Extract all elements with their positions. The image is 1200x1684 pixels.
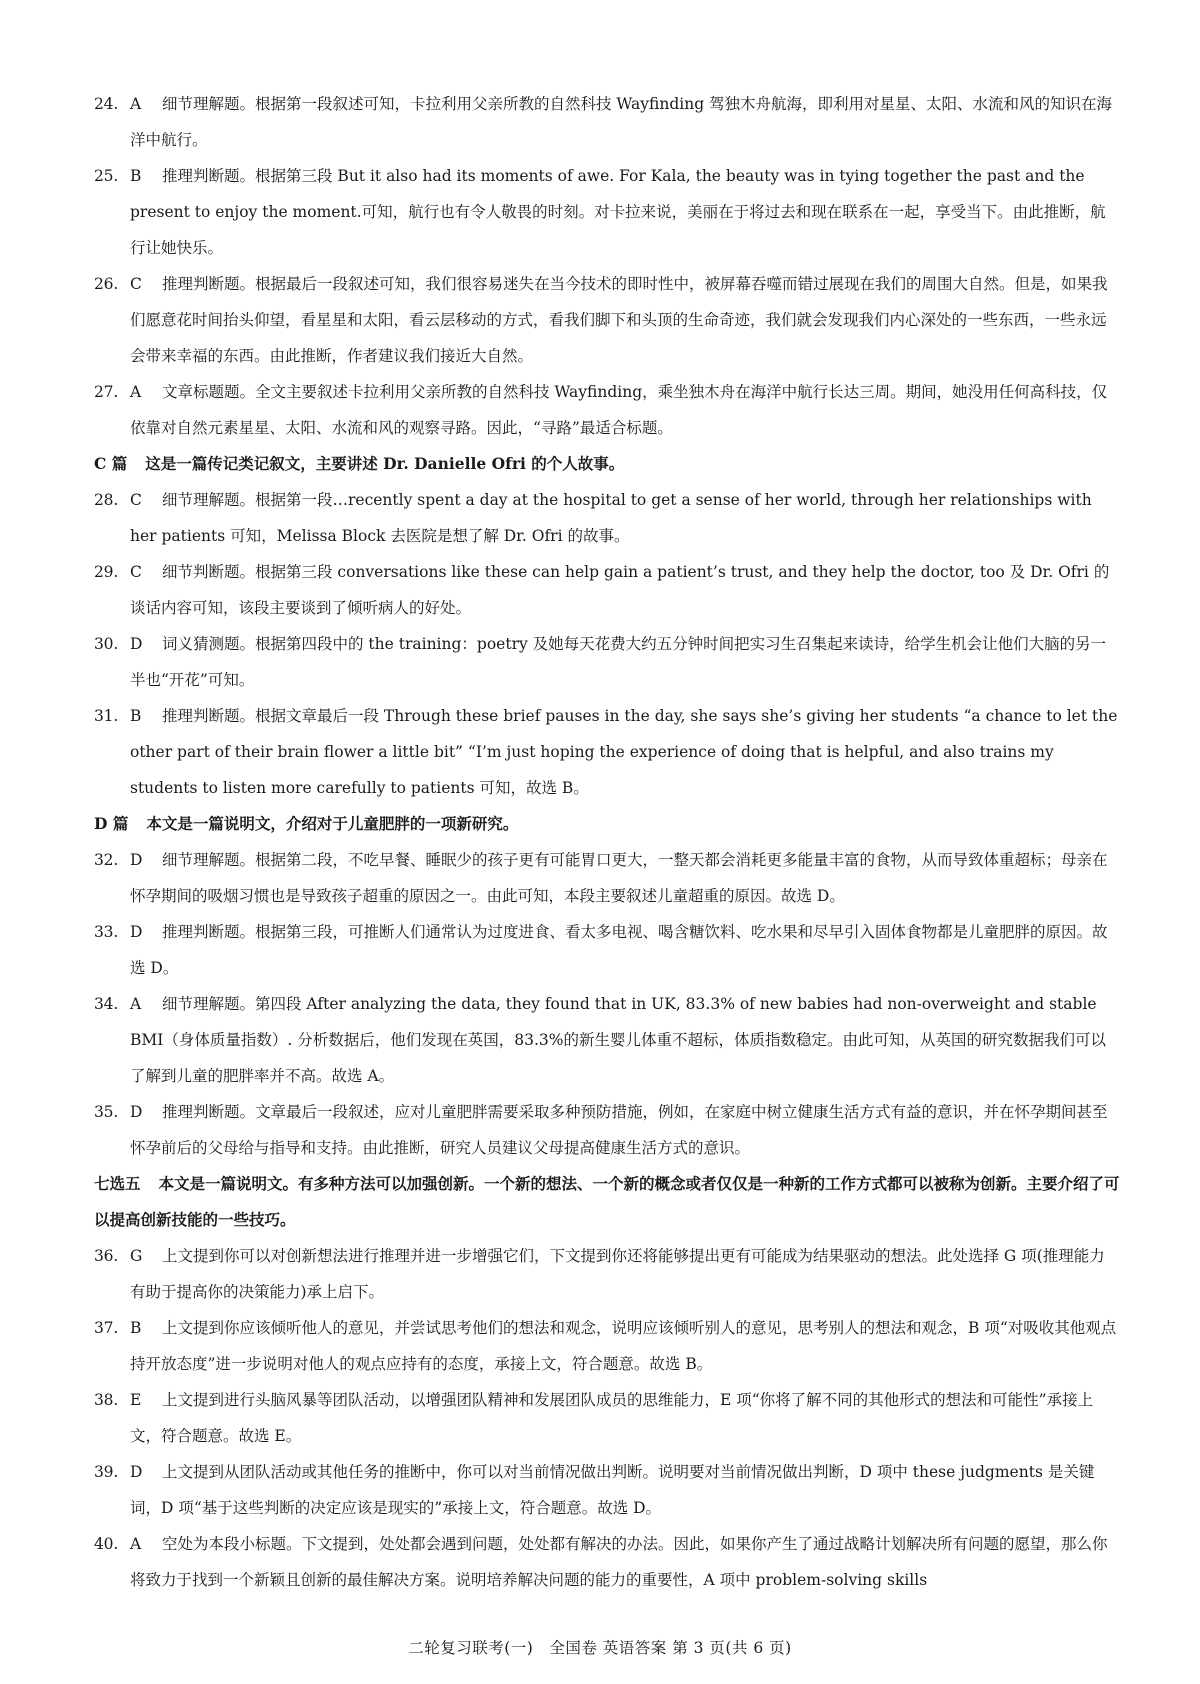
answer-item-29 <box>94 554 1120 626</box>
answer-item-28 <box>94 482 1120 554</box>
answer-letter: C <box>130 563 142 581</box>
section-heading-seven-choose-five <box>94 1166 1120 1238</box>
question-number: 39. <box>94 1463 119 1481</box>
answer-item-31 <box>94 698 1120 806</box>
explanation-text: 推理判断题。根据第三段 But it also had its moments of awe. For Kala, the beauty was in tying together the past and the present to enjoy the moment.可知，航行也有令人敬畏的时刻。对卡拉来说，美丽在于将过去和现在联系在一起，享受当下。由此推断，航行让她快乐。 <box>130 167 1106 257</box>
question-number: 28. <box>94 491 119 509</box>
answer-item-25 <box>94 158 1120 266</box>
explanation-text: 推理判断题。根据文章最后一段 Through these brief pauses in the day, she says she’s giving her students “a chance to let the other part of their brain flower a little bit” “I’m just hoping the experience of doing that is helpful, and also trains my students to listen more carefully to patients 可知，故选 B。 <box>130 707 1118 797</box>
answer-letter: D <box>130 851 143 869</box>
section-summary: 这是一篇传记类记叙文，主要讲述 Dr. Danielle Ofri 的个人故事。 <box>145 454 625 473</box>
answer-item-26 <box>94 266 1120 374</box>
explanation-text: 细节判断题。根据第三段 conversations like these can help gain a patient’s trust, and they help the doctor, too 及 Dr. Ofri 的谈话内容可知，该段主要谈到了倾听病人的好处。 <box>130 563 1110 617</box>
answer-item-30 <box>94 626 1120 698</box>
answer-letter: D <box>130 1463 143 1481</box>
answer-item-33 <box>94 914 1120 986</box>
explanation-text: 细节理解题。根据第一段叙述可知，卡拉利用父亲所教的自然科技 Wayfinding 驾独木舟航海，即利用对星星、太阳、水流和风的知识在海洋中航行。 <box>130 95 1113 149</box>
explanation-text: 上文提到进行头脑风暴等团队活动，以增强团队精神和发展团队成员的思维能力，E 项“你将了解不同的其他形式的想法和可能性”承接上文，符合题意。故选 E。 <box>130 1391 1094 1445</box>
answer-item-38 <box>94 1382 1120 1454</box>
answer-letter: C <box>130 491 142 509</box>
answer-item-35 <box>94 1094 1120 1166</box>
answer-letter: B <box>130 1319 142 1337</box>
answer-letter: D <box>130 1103 143 1121</box>
question-number: 29. <box>94 563 119 581</box>
answer-letter: A <box>130 95 142 113</box>
answer-letter: C <box>130 275 142 293</box>
explanation-text: 文章标题题。全文主要叙述卡拉利用父亲所教的自然科技 Wayfinding，乘坐独木舟在海洋中航行长达三周。期间，她没用任何高科技，仅依靠对自然元素星星、太阳、水流和风的观察寻路。因此，“寻路”最适合标题。 <box>130 383 1108 437</box>
section-heading-c <box>94 446 1120 482</box>
question-number: 34. <box>94 995 119 1013</box>
question-number: 36. <box>94 1247 119 1265</box>
answer-letter: D <box>130 635 143 653</box>
answer-item-32 <box>94 842 1120 914</box>
answer-item-34 <box>94 986 1120 1094</box>
answer-item-27 <box>94 374 1120 446</box>
answer-letter: B <box>130 707 142 725</box>
explanation-text: 推理判断题。根据第三段，可推断人们通常认为过度进食、看太多电视、喝含糖饮料、吃水果和尽早引入固体食物都是儿童肥胖的原因。故选 D。 <box>130 923 1108 977</box>
question-number: 40. <box>94 1535 119 1553</box>
explanation-text: 细节理解题。第四段 After analyzing the data, they found that in UK, 83.3% of new babies had non-overweight and stable BMI（身体质量指数）. 分析数据后，他们发现在英国，83.3%的新生婴儿体重不超标，体质指数稳定。由此可知，从英国的研究数据我们可以了解到儿童的肥胖率并不高。故选 A。 <box>130 995 1106 1085</box>
question-number: 24. <box>94 95 119 113</box>
answer-item-39 <box>94 1454 1120 1526</box>
explanation-text: 上文提到你应该倾听他人的意见，并尝试思考他们的想法和观念，说明应该倾听别人的意见，思考别人的想法和观念，B 项“对吸收其他观点持开放态度”进一步说明对他人的观点应持有的态度，承接上文，符合题意。故选 B。 <box>130 1319 1117 1373</box>
section-summary: 本文是一篇说明文。有多种方法可以加强创新。一个新的想法、一个新的概念或者仅仅是一种新的工作方式都可以被称为创新。主要介绍了可以提高创新技能的一些技巧。 <box>94 1174 1120 1229</box>
question-number: 30. <box>94 635 119 653</box>
question-number: 38. <box>94 1391 119 1409</box>
explanation-text: 推理判断题。根据最后一段叙述可知，我们很容易迷失在当今技术的即时性中，被屏幕吞噬而错过展现在我们的周围大自然。但是，如果我们愿意花时间抬头仰望，看星星和太阳，看云层移动的方式，看我们脚下和头顶的生命奇迹，我们就会发现我们内心深处的一些东西，一些永远会带来幸福的东西。由此推断，作者建议我们接近大自然。 <box>130 275 1108 365</box>
question-number: 32. <box>94 851 119 869</box>
section-summary: 本文是一篇说明文，介绍对于儿童肥胖的一项新研究。 <box>146 814 519 833</box>
explanation-text: 上文提到从团队活动或其他任务的推断中，你可以对当前情况做出判断。说明要对当前情况做出判断，D 项中 these judgments 是关键词，D 项“基于这些判断的决定应该是现实的”承接上文，符合题意。故选 D。 <box>130 1463 1095 1517</box>
explanation-text: 词义猜测题。根据第四段中的 the training：poetry 及她每天花费大约五分钟时间把实习生召集起来读诗，给学生机会让他们大脑的另一半也“开花”可知。 <box>130 635 1107 689</box>
section-tag: 七选五 <box>94 1174 141 1193</box>
question-number: 35. <box>94 1103 119 1121</box>
section-tag: C 篇 <box>94 454 128 473</box>
section-tag: D 篇 <box>94 814 129 833</box>
explanation-text: 细节理解题。根据第二段，不吃早餐、睡眠少的孩子更有可能胃口更大，一整天都会消耗更多能量丰富的食物，从而导致体重超标；母亲在怀孕期间的吸烟习惯也是导致孩子超重的原因之一。由此可知，本段主要叙述儿童超重的原因。故选 D。 <box>130 851 1108 905</box>
answer-letter: A <box>130 1535 142 1553</box>
answer-item-24 <box>94 86 1120 158</box>
section-heading-d <box>94 806 1120 842</box>
answer-letter: D <box>130 923 143 941</box>
explanation-text: 空处为本段小标题。下文提到，处处都会遇到问题，处处都有解决的办法。因此，如果你产生了通过战略计划解决所有问题的愿望，那么你将致力于找到一个新颖且创新的最佳解决方案。说明培养解决问题的能力的重要性，A 项中 problem-solving skills <box>130 1535 1108 1589</box>
question-number: 33. <box>94 923 119 941</box>
explanation-text: 细节理解题。根据第一段…recently spent a day at the hospital to get a sense of her world, through her relationships with her patients 可知，Melissa Block 去医院是想了解 Dr. Ofri 的故事。 <box>130 491 1092 545</box>
answer-item-36 <box>94 1238 1120 1310</box>
page-footer: 二轮复习联考(一) 全国卷 英语答案 第 3 页(共 6 页) <box>408 1639 792 1657</box>
answer-item-40 <box>94 1526 1120 1598</box>
answer-letter: A <box>130 383 142 401</box>
question-number: 25. <box>94 167 119 185</box>
question-number: 26. <box>94 275 119 293</box>
answer-item-37 <box>94 1310 1120 1382</box>
question-number: 31. <box>94 707 119 725</box>
question-number: 37. <box>94 1319 119 1337</box>
explanation-text: 推理判断题。文章最后一段叙述，应对儿童肥胖需要采取多种预防措施，例如，在家庭中树立健康生活方式有益的意识，并在怀孕期间甚至怀孕前后的父母给与指导和支持。由此推断，研究人员建议父母提高健康生活方式的意识。 <box>130 1103 1108 1157</box>
answer-letter: B <box>130 167 142 185</box>
explanation-text: 上文提到你可以对创新想法进行推理并进一步增强它们，下文提到你还将能够提出更有可能成为结果驱动的想法。此处选择 G 项(推理能力有助于提高你的决策能力)承上启下。 <box>130 1247 1105 1301</box>
answer-letter: G <box>130 1247 143 1265</box>
answer-letter: A <box>130 995 142 1013</box>
question-number: 27. <box>94 383 119 401</box>
answer-letter: E <box>130 1391 142 1409</box>
